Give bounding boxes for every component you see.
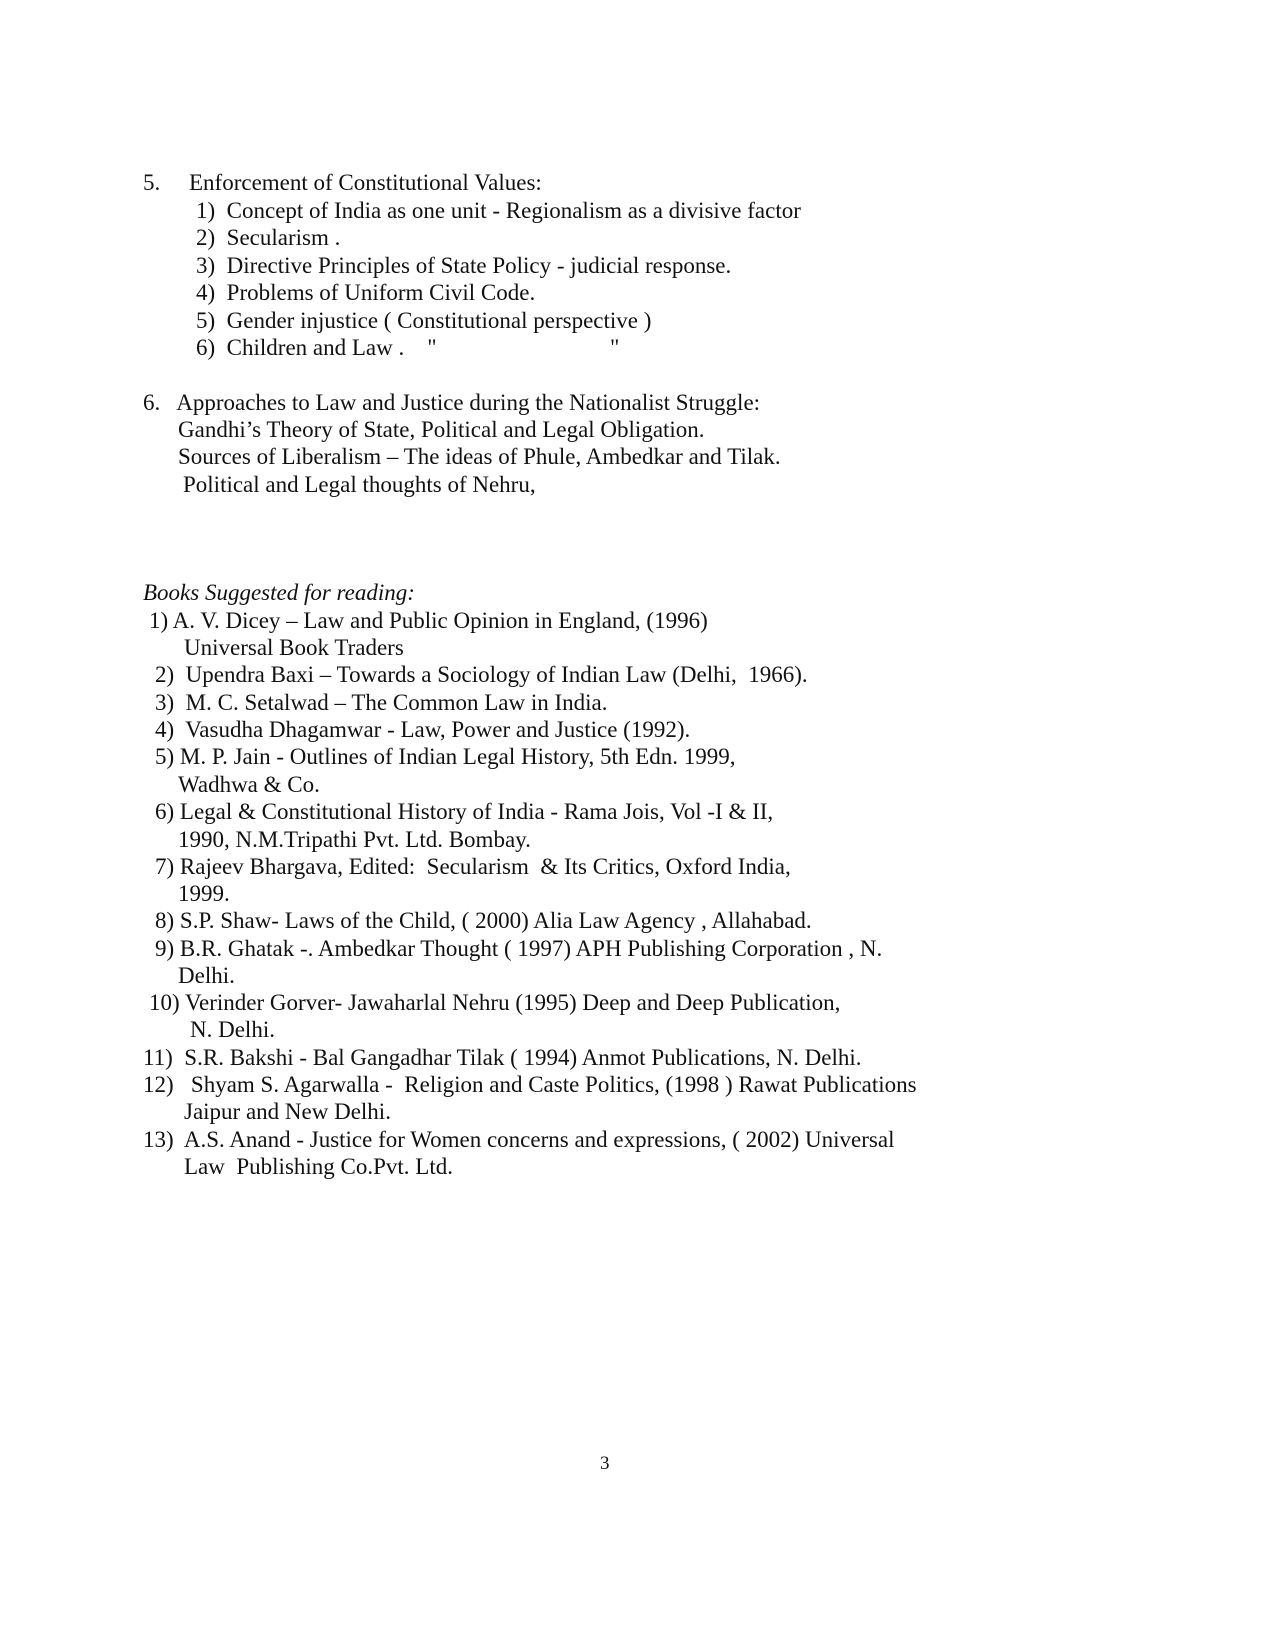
- section-5-item: 5) Gender injustice ( Constitutional perspective ): [196, 308, 652, 333]
- book-line: 6) Legal & Constitutional History of India - Rama Jois, Vol -I & II,: [155, 799, 774, 824]
- book-line: Delhi.: [178, 963, 235, 988]
- section-5-item: 4) Problems of Uniform Civil Code.: [196, 280, 536, 305]
- section-5-item: 2) Secularism .: [196, 225, 341, 250]
- book-line: 7) Rajeev Bhargava, Edited: Secularism & Its Critics, Oxford India,: [155, 854, 791, 879]
- book-line: 12) Shyam S. Agarwalla - Religion and Caste Politics, (1998 ) Rawat Publications: [143, 1072, 917, 1097]
- book-line: 3) M. C. Setalwad – The Common Law in India.: [155, 690, 608, 715]
- book-line: 1990, N.M.Tripathi Pvt. Ltd. Bombay.: [178, 827, 531, 852]
- ditto-mark: ": [610, 335, 620, 360]
- section-6-heading: 6. Approaches to Law and Justice during the Nationalist Struggle:: [143, 390, 761, 415]
- book-line: 2) Upendra Baxi – Towards a Sociology of Indian Law (Delhi, 1966).: [155, 662, 808, 687]
- book-line: 5) M. P. Jain - Outlines of Indian Legal History, 5th Edn. 1999,: [155, 744, 736, 769]
- book-line: 9) B.R. Ghatak -. Ambedkar Thought ( 1997) APH Publishing Corporation , N.: [155, 936, 883, 961]
- book-line: 10) Verinder Gorver- Jawaharlal Nehru (1995) Deep and Deep Publication,: [149, 990, 841, 1015]
- book-line: Jaipur and New Delhi.: [184, 1099, 391, 1124]
- section-5-item: 3) Directive Principles of State Policy - judicial response.: [196, 253, 732, 278]
- section-6-line: Sources of Liberalism – The ideas of Phule, Ambedkar and Tilak.: [178, 444, 781, 469]
- section-5-item: 6) Children and Law . ": [196, 335, 437, 360]
- book-line: N. Delhi.: [190, 1017, 275, 1042]
- book-line: Law Publishing Co.Pvt. Ltd.: [184, 1154, 453, 1179]
- book-line: 8) S.P. Shaw- Laws of the Child, ( 2000) Alia Law Agency , Allahabad.: [155, 908, 812, 933]
- book-line: Wadhwa & Co.: [178, 772, 320, 797]
- book-line: Universal Book Traders: [184, 635, 404, 660]
- book-line: 4) Vasudha Dhagamwar - Law, Power and Justice (1992).: [155, 717, 691, 742]
- section-6-line: Gandhi’s Theory of State, Political and Legal Obligation.: [178, 417, 705, 442]
- book-line: 1999.: [178, 881, 230, 906]
- book-line: 13) A.S. Anand - Justice for Women concerns and expressions, ( 2002) Universal: [143, 1127, 895, 1152]
- books-heading: Books Suggested for reading:: [143, 580, 415, 605]
- section-5-heading: 5. Enforcement of Constitutional Values:: [143, 170, 542, 195]
- book-line: 11) S.R. Bakshi - Bal Gangadhar Tilak ( 1994) Anmot Publications, N. Delhi.: [143, 1045, 862, 1070]
- section-6-line: Political and Legal thoughts of Nehru,: [183, 472, 536, 497]
- book-line: 1) A. V. Dicey – Law and Public Opinion in England, (1996): [149, 608, 708, 633]
- page-number: 3: [600, 1453, 610, 1474]
- section-5-item: 1) Concept of India as one unit - Regionalism as a divisive factor: [196, 198, 801, 223]
